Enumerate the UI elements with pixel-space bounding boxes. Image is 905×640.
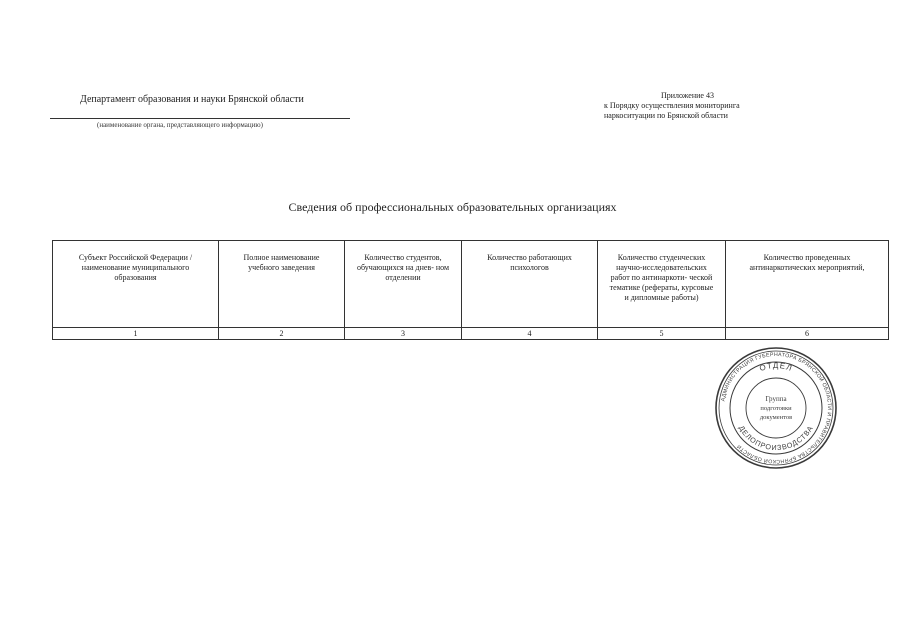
document-title: Сведения об профессиональных образовательных организациях	[288, 200, 617, 214]
report-table	[52, 240, 889, 340]
stamp-outer-text: АДМИНИСТРАЦИЯ ГУБЕРНАТОРА БРЯНСКОЙ ОБЛАСТИ И ПРАВИТЕЛЬСТВА БРЯНСКОЙ ОБЛАСТИ	[720, 351, 833, 465]
appendix-line-1: к Порядку осуществления мониторинга	[604, 101, 740, 110]
appendix-note	[604, 91, 804, 121]
column-number: 1	[53, 328, 219, 340]
column-number: 4	[462, 328, 598, 340]
stamp-center-line-3: документов	[759, 414, 793, 421]
header-cell-psychologists: Количество работающих психологов	[462, 241, 598, 328]
header-cell-students: Количество студентов, обучающихся на днев- ном отделении	[345, 241, 462, 328]
header-cell-events: Количество проведенных антинаркотических мероприятий,	[726, 241, 889, 328]
column-number: 5	[598, 328, 726, 340]
header-cell-institution: Полное наименование учебного заведения	[219, 241, 345, 328]
stamp-inner-bottom: ДЕЛОПРОИЗВОДСТВА	[736, 423, 816, 453]
org-signature-line	[50, 118, 350, 119]
org-name: Департамент образования и науки Брянской области	[80, 94, 304, 105]
table-number-row	[53, 328, 889, 340]
stamp-center-line-1: Группа	[765, 395, 787, 403]
column-number: 6	[726, 328, 889, 340]
appendix-title: Приложение 43	[661, 91, 714, 100]
stamp-center-line-2: подготовки	[760, 405, 792, 412]
column-number: 2	[219, 328, 345, 340]
appendix-line-2: наркоситуации по Брянской области	[604, 111, 728, 120]
official-stamp	[714, 346, 838, 470]
header-cell-subject: Субъект Российской Федерации /наименование муниципального образования	[53, 241, 219, 328]
table-header-row	[53, 241, 889, 328]
stamp-inner-top: ОТДЕЛ	[758, 360, 794, 374]
header-cell-research: Количество студенческих научно-исследовательских работ по антинаркоти- ческой тематике (рефераты, курсовые и дипломные работы)	[598, 241, 726, 328]
column-number: 3	[345, 328, 462, 340]
org-caption: (наименование органа, представляющего информацию)	[97, 121, 263, 129]
